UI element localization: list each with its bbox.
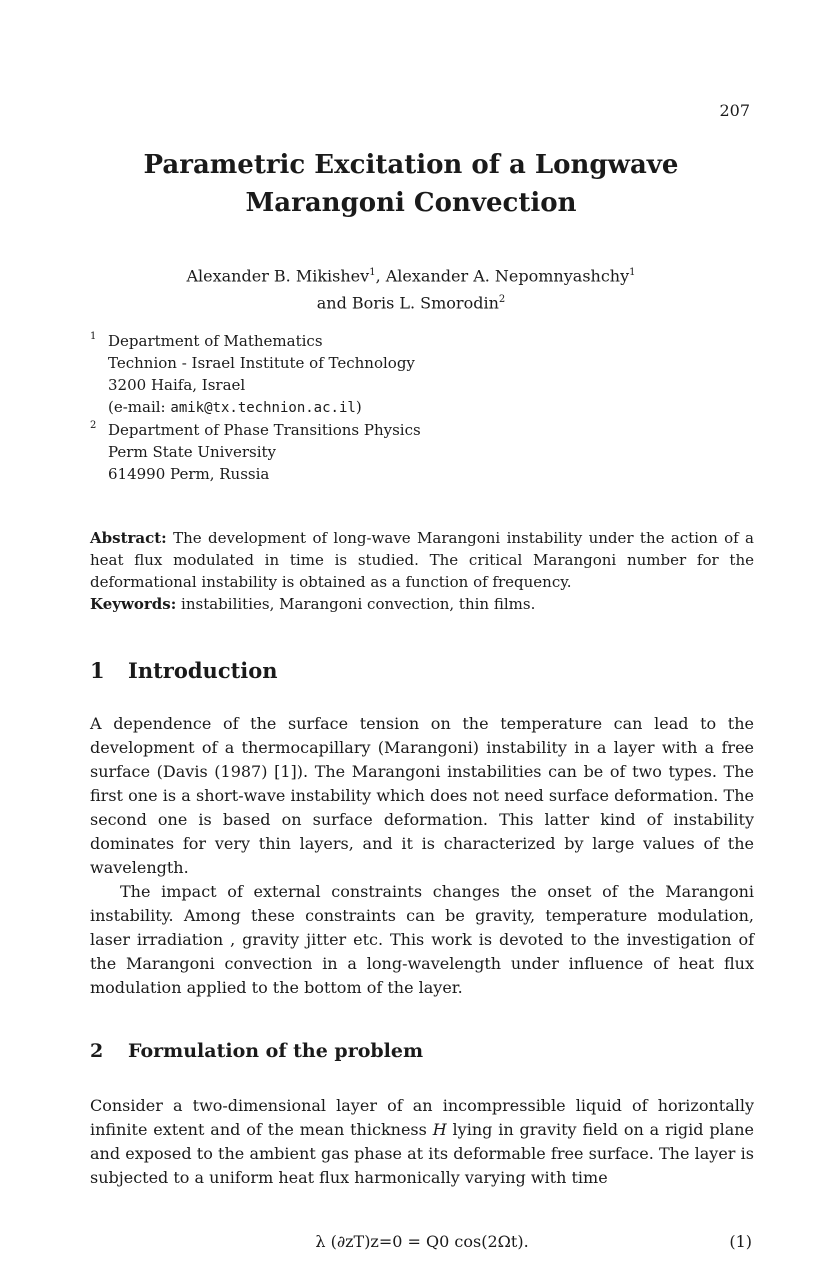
abstract-text: The development of long-wave Marangoni instability under the action of a heat flux modulated in time is studied. The critical Marangoni number for the deformational instability is obtained as a function of frequency. bbox=[90, 529, 754, 591]
affiliation-line bbox=[90, 419, 421, 441]
affiliation-line bbox=[90, 441, 421, 463]
affiliation-text: 3200 Haifa, Israel bbox=[108, 376, 246, 394]
title-line-2: Marangoni Convection bbox=[245, 188, 577, 218]
intro-paragraph-2: The impact of external constraints changes the onset of the Marangoni instability. Among these constraints can be gravity, temperature modulation, laser irradiation , gravity jitter etc. This work is devoted to the investigation of the Marangoni convection in a long-wavelength under influence of heat flux modulation applied to the bottom of the layer. bbox=[90, 882, 754, 997]
page-number: 207 bbox=[719, 101, 750, 120]
title-line-1: Parametric Excitation of a Longwave bbox=[143, 150, 679, 180]
intro-paragraph-1: A dependence of the surface tension on the temperature can lead to the development of a thermocapillary (Marangoni) instability in a layer with a free surface (Davis (1987) [1]). The Marangoni instabilities can be of two types. The first one is a short-wave instability which does not need surface deformation. The second one is based on surface deformation. This latter kind of instability dominates for very thin layers, and it is characterized by large values of the wavelength. bbox=[90, 714, 754, 877]
author-name: and Boris L. Smorodin bbox=[316, 293, 499, 313]
section-heading-formulation bbox=[90, 1040, 423, 1062]
section-number: 1 bbox=[90, 658, 105, 683]
section-heading-introduction bbox=[90, 658, 278, 683]
affiliation-line bbox=[90, 463, 421, 485]
affiliations bbox=[90, 330, 421, 485]
email-prefix: (e-mail: bbox=[108, 398, 171, 416]
section-title: Formulation of the problem bbox=[128, 1040, 424, 1062]
authors-line-2 bbox=[0, 288, 822, 315]
affiliation-text: Technion - Israel Institute of Technology bbox=[108, 354, 415, 372]
affiliation-mark: 1 bbox=[90, 331, 97, 342]
formulation-paragraph bbox=[90, 1094, 754, 1190]
section-number: 2 bbox=[90, 1040, 104, 1062]
abstract bbox=[90, 527, 754, 593]
keywords bbox=[90, 593, 754, 615]
affiliation-line bbox=[90, 330, 421, 352]
affiliation-line bbox=[90, 352, 421, 374]
email-suffix: ) bbox=[355, 398, 362, 416]
author-name: Alexander B. Mikishev bbox=[186, 266, 370, 286]
authors-line-1 bbox=[0, 261, 822, 288]
keywords-text: instabilities, Marangoni convection, thin films. bbox=[181, 595, 536, 613]
keywords-label: Keywords: bbox=[90, 595, 177, 613]
abstract-label: Abstract: bbox=[90, 529, 167, 547]
affiliation-line bbox=[90, 396, 421, 419]
thickness-symbol: H bbox=[432, 1120, 447, 1139]
email-address[interactable]: amik@tx.technion.ac.il bbox=[170, 400, 356, 416]
affiliation-superscript: 1 bbox=[629, 267, 636, 278]
affiliation-text: Perm State University bbox=[108, 443, 276, 461]
formulation-text: lying in gravity field on a rigid plane and exposed to the ambient gas phase at its deformable free surface. The layer is subjected to a uniform heat flux harmonically varying with time bbox=[90, 1120, 755, 1187]
affiliation-superscript: 1 bbox=[369, 267, 376, 278]
section-title: Introduction bbox=[128, 658, 278, 683]
affiliation-text: 614990 Perm, Russia bbox=[108, 465, 270, 483]
author-name: , Alexander A. Nepomnyashchy bbox=[375, 266, 630, 286]
affiliation-text: Department of Phase Transitions Physics bbox=[108, 421, 421, 439]
affiliation-line bbox=[90, 374, 421, 396]
paper-title bbox=[0, 146, 822, 222]
affiliation-mark: 2 bbox=[90, 420, 97, 431]
author-list bbox=[0, 261, 822, 316]
affiliation-superscript: 2 bbox=[498, 294, 506, 306]
equation-number: (1) bbox=[729, 1232, 752, 1251]
equation-1: λ (∂zT)z=0 = Q0 cos(2Ωt). bbox=[315, 1232, 529, 1251]
formulation-text: Consider a two-dimensional layer of an incompressible liquid of horizontally infinite extent and of the mean thickness bbox=[90, 1096, 754, 1139]
affiliation-text: Department of Mathematics bbox=[108, 332, 323, 350]
